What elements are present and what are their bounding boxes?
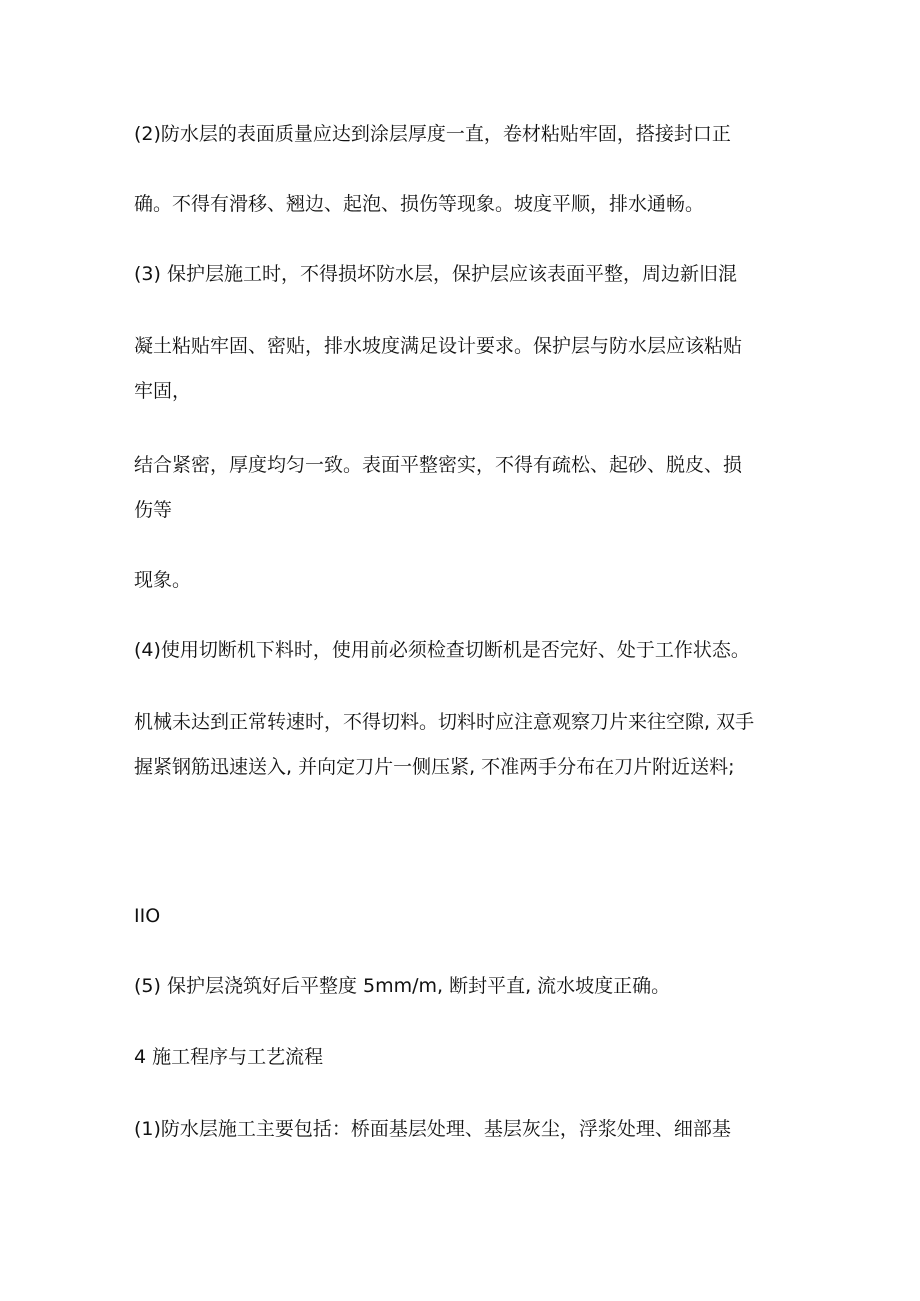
text-line-2: 确。不得有滑移、翘边、起泡、损伤等现象。坡度平顺，排水通畅。 xyxy=(134,193,705,215)
text-line-5: 牢固， xyxy=(134,380,192,402)
text-line-11: 握紧钢筋迅速送入, 并向定刀片一侧压紧, 不准两手分布在刀片附近送料; xyxy=(134,756,735,778)
text-line-13: (5) 保护层浇筑好后平整度 5mm∕m, 断封平直, 流水坡度正确。 xyxy=(134,975,671,997)
text-line-1: (2)防水层的表面质量应达到涂层厚度一直，卷材粘贴牢固，搭接封口正 xyxy=(134,123,731,145)
text-line-14: 4 施工程序与工艺流程 xyxy=(134,1046,324,1068)
text-line-6: 结合紧密，厚度均匀一致。表面平整密实，不得有疏松、起砂、脱皮、损 xyxy=(134,454,743,476)
text-line-4: 凝土粘贴牢固、密贴，排水坡度满足设计要求。保护层与防水层应该粘贴 xyxy=(134,335,743,357)
text-line-8: 现象。 xyxy=(134,569,192,591)
text-line-9: (4)使用切断机下料时，使用前必须检查切断机是否完好、处于工作状态。 xyxy=(134,639,750,661)
text-line-10: 机械未达到正常转速时，不得切料。切料时应注意观察刀片来往空隙, 双手 xyxy=(134,711,755,733)
text-line-15: (1)防水层施工主要包括：桥面基层处理、基层灰尘，浮浆处理、细部基 xyxy=(134,1118,731,1140)
text-line-12: IIO xyxy=(134,905,161,927)
text-line-7: 伤等 xyxy=(134,499,173,521)
text-line-3: (3) 保护层施工时，不得损坏防水层，保护层应该表面平整，周边新旧混 xyxy=(134,263,737,285)
